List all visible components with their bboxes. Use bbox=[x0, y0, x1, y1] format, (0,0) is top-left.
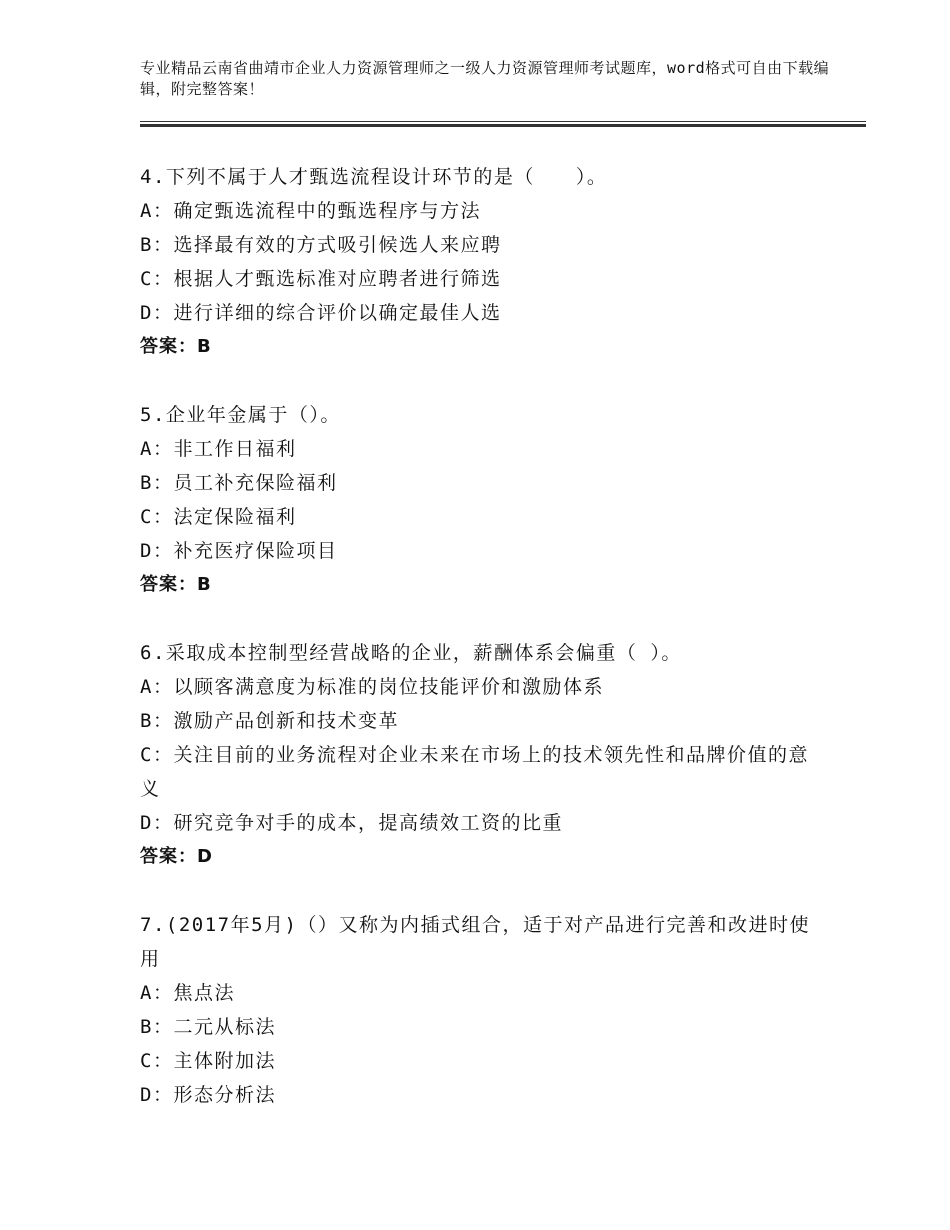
question-stem: 6.采取成本控制型经营战略的企业，薪酬体系会偏重（ ）。 bbox=[140, 642, 682, 664]
question-list bbox=[140, 160, 820, 1146]
option-d: D：进行详细的综合评价以确定最佳人选 bbox=[140, 302, 502, 324]
option-d: D：补充医疗保险项目 bbox=[140, 540, 338, 562]
document-header: 专业精品云南省曲靖市企业人力资源管理师之一级人力资源管理师考试题库，word格式可自由下载编辑，附完整答案！ bbox=[140, 59, 830, 98]
option-a: A：以顾客满意度为标准的岗位技能评价和激励体系 bbox=[140, 676, 604, 698]
answer-label: 答案： bbox=[140, 846, 197, 867]
option-a: A：确定甄选流程中的甄选程序与方法 bbox=[140, 200, 481, 222]
question-4 bbox=[140, 160, 820, 364]
question-7 bbox=[140, 908, 820, 1112]
option-a: A：焦点法 bbox=[140, 982, 235, 1004]
option-c: C：主体附加法 bbox=[140, 1050, 276, 1072]
question-5 bbox=[140, 398, 820, 602]
question-stem: 7.(2017年5月)（）又称为内插式组合，适于对产品进行完善和改进时使用 bbox=[140, 914, 810, 970]
header-rule-thin bbox=[140, 121, 866, 122]
option-c: C：法定保险福利 bbox=[140, 506, 297, 528]
answer-value: B bbox=[197, 574, 212, 595]
option-b: B：选择最有效的方式吸引候选人来应聘 bbox=[140, 234, 502, 256]
answer-line bbox=[140, 568, 820, 602]
option-c: C：根据人才甄选标准对应聘者进行筛选 bbox=[140, 268, 502, 290]
question-stem: 4.下列不属于人才甄选流程设计环节的是（ ）。 bbox=[140, 166, 608, 188]
option-b: B：员工补充保险福利 bbox=[140, 472, 338, 494]
answer-line bbox=[140, 840, 820, 874]
option-c: C：关注目前的业务流程对企业未来在市场上的技术领先性和品牌价值的意义 bbox=[140, 744, 809, 800]
option-d: D：形态分析法 bbox=[140, 1084, 276, 1106]
answer-label: 答案： bbox=[140, 574, 197, 595]
question-stem: 5.企业年金属于（）。 bbox=[140, 404, 341, 426]
option-d: D：研究竞争对手的成本，提高绩效工资的比重 bbox=[140, 812, 563, 834]
option-b: B：二元从标法 bbox=[140, 1016, 276, 1038]
option-a: A：非工作日福利 bbox=[140, 438, 297, 460]
answer-value: B bbox=[197, 336, 212, 357]
question-6 bbox=[140, 636, 820, 874]
header-rule-thick bbox=[140, 124, 866, 127]
answer-value: D bbox=[197, 846, 213, 867]
answer-line bbox=[140, 330, 820, 364]
answer-label: 答案： bbox=[140, 336, 197, 357]
option-b: B：激励产品创新和技术变革 bbox=[140, 710, 399, 732]
